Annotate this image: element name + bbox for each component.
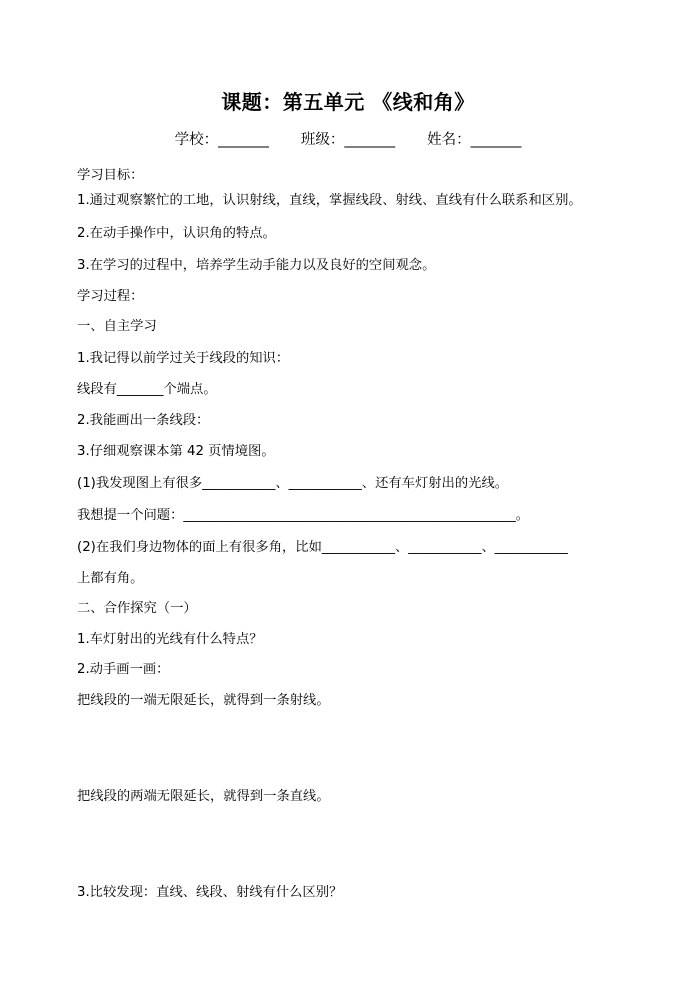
part-heading-cooperation: 二、合作探究（一） <box>77 601 197 616</box>
question-1-blank: 线段有_______个端点。 <box>77 382 217 397</box>
school-field: 学校：_______ <box>174 132 269 148</box>
explore-question-2: 2.动手画一画： <box>77 662 170 677</box>
ray-definition: 把线段的一端无限延长，就得到一条射线。 <box>77 693 330 708</box>
question-1: 1.我记得以前学过关于线段的知识： <box>77 351 290 366</box>
question-3: 3.仔细观察课本第 42 页情境图。 <box>77 444 275 459</box>
goal-item-1: 1.通过观察繁忙的工地，认识射线，直线，掌握线段、射线、直线有什么联系和区别。 <box>77 193 582 208</box>
name-field: 姓名：_______ <box>427 132 522 148</box>
straight-line-definition: 把线段的两端无限延长，就得到一条直线。 <box>77 789 330 804</box>
page-title: 课题：第五单元 《线和角》 <box>221 90 475 114</box>
question-3-2-end: 上都有角。 <box>77 571 144 586</box>
explore-question-3: 3.比较发现：直线、线段、射线有什么区别？ <box>77 885 343 900</box>
question-2: 2.我能画出一条线段： <box>77 413 210 428</box>
goal-item-2: 2.在动手操作中，认识角的特点。 <box>77 226 276 241</box>
goal-item-3: 3.在学习的过程中，培养学生动手能力以及良好的空间观念。 <box>77 258 436 273</box>
student-info-row <box>0 128 696 149</box>
question-3-1: (1)我发现图上有很多___________、___________、还有车灯射出的光线。 <box>77 476 509 491</box>
part-heading-self-study: 一、自主学习 <box>77 319 157 334</box>
explore-question-1: 1.车灯射出的光线有什么特点？ <box>77 632 263 647</box>
question-3-ask: 我想提一个问题：__________________________________________________。 <box>77 508 530 523</box>
section-heading-goals: 学习目标： <box>77 168 144 183</box>
question-3-2: (2)在我们身边物体的面上有很多角，比如___________、___________、___________ <box>77 540 568 555</box>
section-heading-process: 学习过程： <box>77 289 144 304</box>
class-field: 班级：_______ <box>300 132 396 148</box>
